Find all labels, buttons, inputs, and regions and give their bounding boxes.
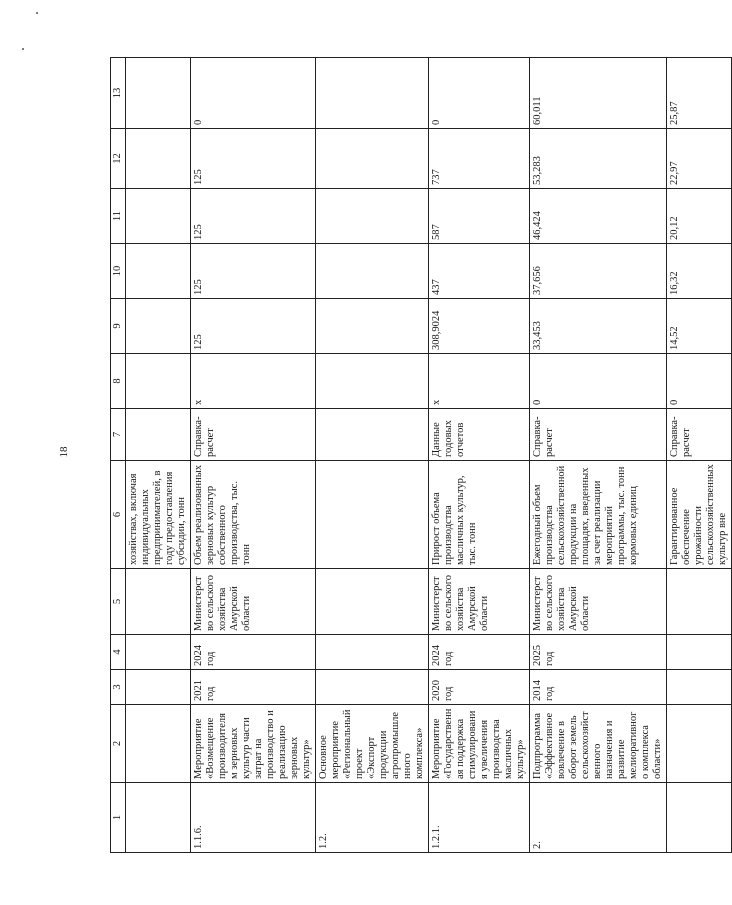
scan-speck: [36, 12, 38, 14]
table-cell: [126, 705, 191, 783]
table-cell: 2021 год: [191, 670, 316, 705]
table-cell: [126, 354, 191, 409]
column-number: 1: [111, 783, 126, 853]
table-cell: 0: [667, 354, 732, 409]
table-cell: [126, 670, 191, 705]
table-cell: Ежегодный объем производства сельскохозяйственной продукции на площадях, введенных за счет реализации мероприятий программы, тыс. тонн кормовых единиц: [530, 461, 667, 569]
table-cell: [316, 58, 429, 129]
table-cell: 22,97: [667, 129, 732, 189]
table-cell: 53,283: [530, 129, 667, 189]
table-cell: [667, 670, 732, 705]
table-cell: [667, 569, 732, 635]
table-cell: Основное мероприятие «Региональный проект «Экспорт продукции агропромышленного комплекса»: [316, 705, 429, 783]
table-cell: [316, 670, 429, 705]
table-cell: 1.2.1.: [429, 783, 530, 853]
table-cell: [316, 569, 429, 635]
table-cell: 2024 год: [191, 635, 316, 670]
table-cell: 0: [191, 58, 316, 129]
table-row: [429, 58, 530, 853]
table-cell: 308,9024: [429, 299, 530, 354]
table-cell: [667, 635, 732, 670]
table-cell: [126, 299, 191, 354]
table-row: [191, 58, 316, 853]
table-row: [667, 58, 732, 853]
table-cell: 737: [429, 129, 530, 189]
column-number: 10: [111, 244, 126, 299]
table-cell: [667, 783, 732, 853]
column-number-row: [111, 58, 126, 853]
table-cell: 2014 год: [530, 670, 667, 705]
table-cell: [316, 409, 429, 461]
column-number: 7: [111, 409, 126, 461]
table-cell: 2025 год: [530, 635, 667, 670]
table-cell: 16,32: [667, 244, 732, 299]
table-cell: 14,52: [667, 299, 732, 354]
table-cell: Справка-расчет: [191, 409, 316, 461]
table-cell: 2.: [530, 783, 667, 853]
table-cell: 125: [191, 299, 316, 354]
table-cell: 37,656: [530, 244, 667, 299]
table-cell: 0: [530, 354, 667, 409]
table-cell: 587: [429, 189, 530, 244]
table-cell: Гарантированное обеспечение урожайности сельскохозяйственных культур вне: [667, 461, 732, 569]
table-cell: Данные годовых отчетов: [429, 409, 530, 461]
table-cell: Мероприятие «Возмещение производителям зерновых культур части затрат на производство и реализацию зерновых культур»: [191, 705, 316, 783]
table-cell: Прирост объема производства масличных культур, тыс. тонн: [429, 461, 530, 569]
column-number: 4: [111, 635, 126, 670]
rotated-table: [110, 58, 728, 853]
table-cell: хозяйствах, включая индивидуальных предпринимателей, в году предоставления субсидии, тонн: [126, 461, 191, 569]
table-cell: [316, 461, 429, 569]
column-number: 3: [111, 670, 126, 705]
table-cell: [126, 409, 191, 461]
table-cell: [126, 58, 191, 129]
table-cell: Справка-расчет: [530, 409, 667, 461]
table-cell: 0: [429, 58, 530, 129]
column-number: 8: [111, 354, 126, 409]
scan-speck: [22, 48, 24, 50]
table-cell: Справка-расчет: [667, 409, 732, 461]
table-row: [316, 58, 429, 853]
column-number: 12: [111, 129, 126, 189]
column-number: 9: [111, 299, 126, 354]
table-cell: [126, 783, 191, 853]
table-cell: [316, 635, 429, 670]
table-cell: [316, 299, 429, 354]
table-cell: [126, 635, 191, 670]
table-cell: Объем реализованных зерновых культур собственного производства, тыс. тонн: [191, 461, 316, 569]
table-cell: 46,424: [530, 189, 667, 244]
table-cell: х: [191, 354, 316, 409]
table-cell: [126, 129, 191, 189]
table-row: [530, 58, 667, 853]
table-cell: Министерство сельского хозяйства Амурской области: [429, 569, 530, 635]
table-cell: 125: [191, 244, 316, 299]
table-cell: Министерство сельского хозяйства Амурской области: [530, 569, 667, 635]
table-cell: 1.1.6.: [191, 783, 316, 853]
table-cell: 125: [191, 129, 316, 189]
table-row: [126, 58, 191, 853]
page-number: 18: [58, 446, 70, 458]
table-cell: 20,12: [667, 189, 732, 244]
table-cell: 2024 год: [429, 635, 530, 670]
table-cell: 60,011: [530, 58, 667, 129]
column-number: 5: [111, 569, 126, 635]
column-number: 13: [111, 58, 126, 129]
table-cell: [667, 705, 732, 783]
table-cell: 437: [429, 244, 530, 299]
table-cell: [316, 129, 429, 189]
column-number: 6: [111, 461, 126, 569]
table-cell: [126, 244, 191, 299]
table-cell: Министерство сельского хозяйства Амурской области: [191, 569, 316, 635]
table-cell: х: [429, 354, 530, 409]
table-cell: Мероприятие «Государственная поддержка стимулирования увеличения производства масличных культур»: [429, 705, 530, 783]
table-cell: [126, 189, 191, 244]
table-cell: 2020 год: [429, 670, 530, 705]
program-table: [110, 57, 732, 853]
table-cell: [316, 244, 429, 299]
column-number: 11: [111, 189, 126, 244]
table-cell: [126, 569, 191, 635]
table-cell: 1.2.: [316, 783, 429, 853]
table-cell: [316, 354, 429, 409]
table-cell: Подпрограмма «Эффективное вовлечение в оборот земель сельскохозяйственного назначения и развитие мелиоративного комплекса области»: [530, 705, 667, 783]
table-cell: 125: [191, 189, 316, 244]
table-cell: [316, 189, 429, 244]
table-cell: 25,87: [667, 58, 732, 129]
column-number: 2: [111, 705, 126, 783]
table-cell: 33,453: [530, 299, 667, 354]
